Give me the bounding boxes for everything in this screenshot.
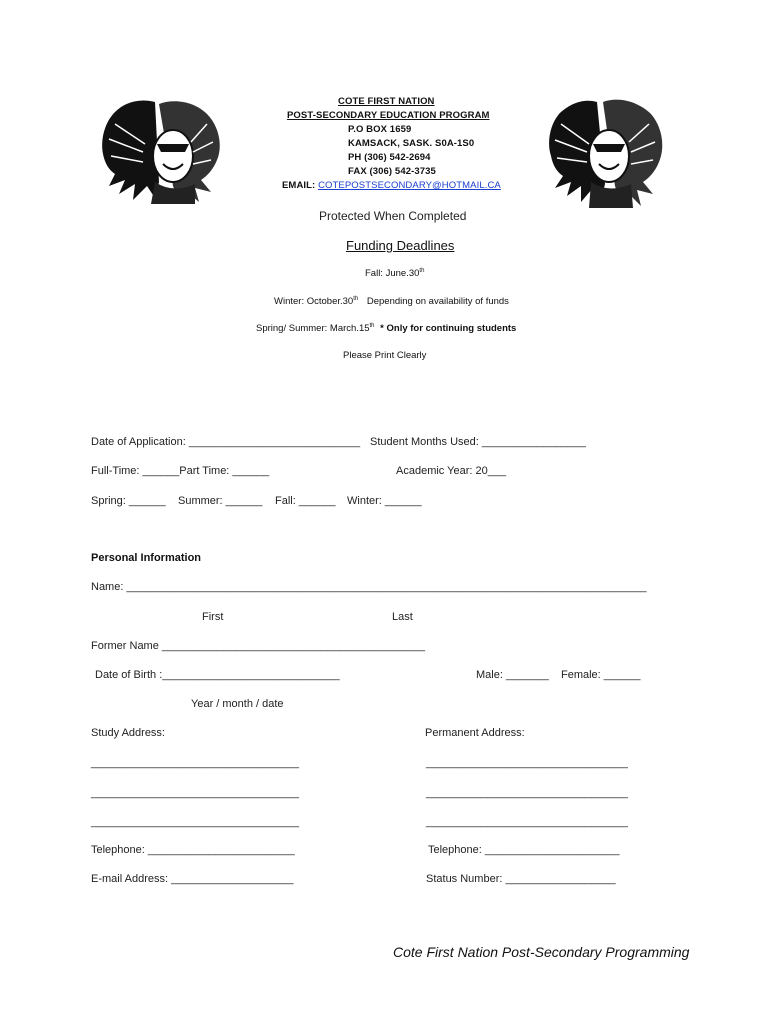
spring-field[interactable]: Spring: ______ [91, 495, 166, 507]
study-address-line-2[interactable]: __________________________________ [91, 787, 300, 799]
study-address-label: Study Address: [91, 727, 165, 739]
academic-year-field[interactable]: Academic Year: 20___ [396, 465, 507, 477]
protected-note: Protected When Completed [319, 209, 467, 223]
study-address-line-3[interactable]: __________________________________ [91, 816, 300, 828]
summer-field[interactable]: Summer: ______ [178, 495, 263, 507]
fall-deadline-text: Fall: June.30 [365, 268, 420, 280]
spring-note: * Only for continuing students [380, 323, 517, 335]
winter-note: Depending on availability of funds [366, 296, 509, 308]
phone-number: PH (306) 542-2694 [348, 152, 431, 163]
winter-field[interactable]: Winter: ______ [347, 495, 422, 507]
male-field[interactable]: Male: _______ [476, 669, 549, 681]
date-of-birth-field[interactable]: Date of Birth :_____________________________ [95, 669, 340, 681]
last-name-label: Last [392, 611, 413, 623]
fall-field[interactable]: Fall: ______ [275, 495, 336, 507]
permanent-telephone-field[interactable]: Telephone: ______________________ [428, 844, 620, 856]
student-months-used-field[interactable]: Student Months Used: _________________ [370, 436, 586, 448]
email-line [282, 180, 501, 191]
deadlines-title: Funding Deadlines [346, 238, 455, 253]
winter-deadline [274, 296, 509, 307]
status-number-field[interactable]: Status Number: __________________ [426, 873, 616, 885]
permanent-address-line-2[interactable]: _________________________________ [426, 787, 628, 799]
former-name-field[interactable]: Former Name ___________________________________________ [91, 640, 425, 652]
city-address: KAMSACK, SASK. S0A-1S0 [348, 138, 475, 149]
chief-logo-right [545, 94, 669, 212]
email-label: EMAIL: [282, 180, 316, 191]
first-name-label: First [202, 611, 224, 623]
footer-text: Cote First Nation Post-Secondary Programming [393, 944, 690, 960]
study-address-line-1[interactable]: __________________________________ [91, 757, 300, 769]
spring-deadline [256, 323, 516, 334]
email-link[interactable]: COTEPOSTSECONDARY@HOTMAIL.CA [318, 180, 501, 191]
spring-deadline-text: Spring/ Summer: March.15 [256, 323, 370, 335]
org-name: COTE FIRST NATION [338, 96, 435, 107]
date-of-application-field[interactable]: Date of Application: ____________________________ [91, 436, 361, 448]
female-field[interactable]: Female: ______ [561, 669, 641, 681]
winter-deadline-text: Winter: October.30 [274, 296, 354, 308]
po-box: P.O BOX 1659 [348, 124, 412, 135]
chief-logo-left [95, 94, 229, 206]
personal-info-heading: Personal Information [91, 552, 202, 564]
program-name: POST-SECONDARY EDUCATION PROGRAM [287, 110, 490, 121]
permanent-address-label: Permanent Address: [425, 727, 525, 739]
fax-number: FAX (306) 542-3735 [348, 166, 436, 177]
fall-deadline-sup: th [419, 268, 425, 274]
full-part-time-field[interactable]: Full-Time: ______Part Time: ______ [91, 465, 270, 477]
permanent-address-line-1[interactable]: _________________________________ [426, 757, 628, 769]
study-telephone-field[interactable]: Telephone: ________________________ [91, 844, 295, 856]
dob-format-hint: Year / month / date [191, 698, 284, 710]
permanent-address-line-3[interactable]: _________________________________ [426, 816, 628, 828]
name-field[interactable]: Name: _____________________________________________________________________________________ [91, 581, 647, 593]
spring-deadline-sup: th [369, 323, 375, 329]
print-clearly: Please Print Clearly [343, 350, 427, 361]
fall-deadline [365, 268, 424, 279]
winter-deadline-sup: th [353, 296, 359, 302]
email-address-field[interactable]: E-mail Address: ____________________ [91, 873, 294, 885]
